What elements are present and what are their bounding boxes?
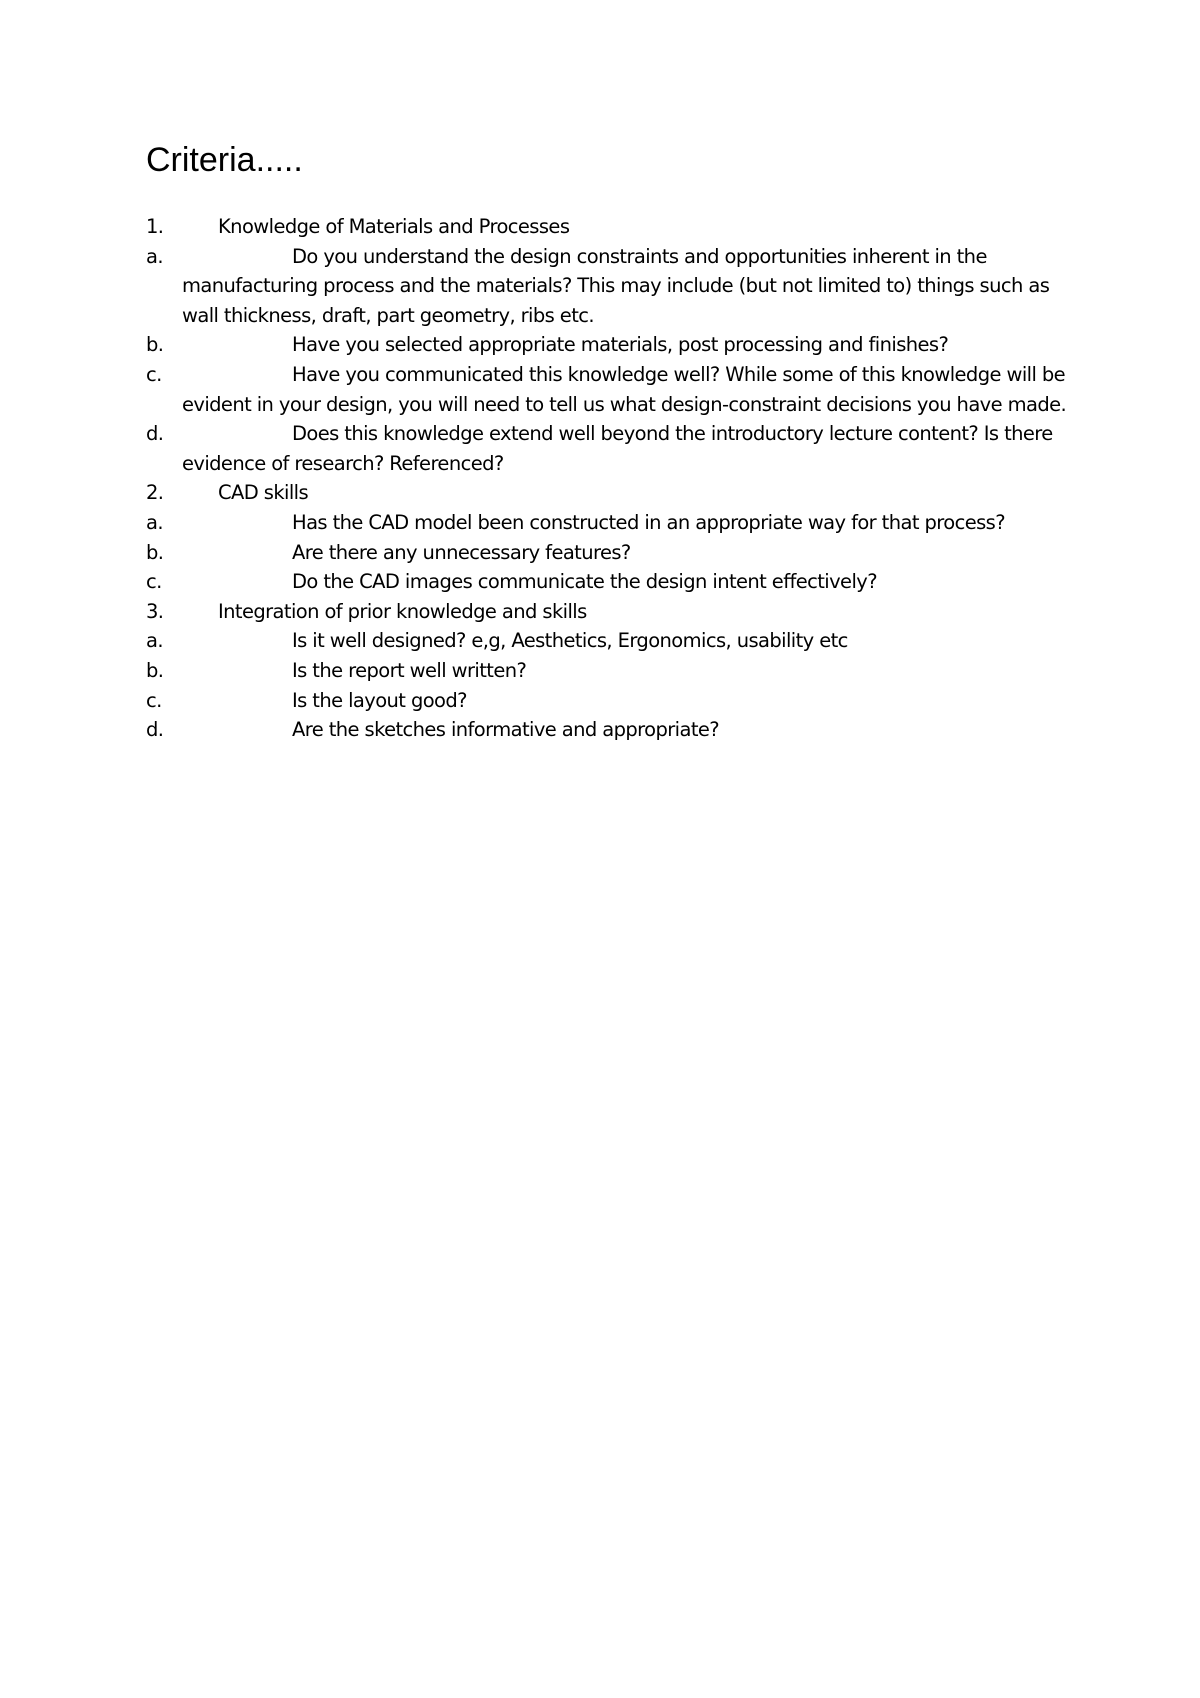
item-text: Is the report well written? — [292, 658, 527, 682]
page-title: Criteria..... — [146, 141, 303, 179]
item-letter: d. — [146, 422, 164, 446]
criterion-item — [146, 656, 1076, 686]
criterion-item — [146, 419, 1076, 478]
item-letter: b. — [146, 540, 164, 564]
criterion-item — [146, 626, 1076, 656]
criterion-item — [146, 330, 1076, 360]
section-heading — [146, 597, 1076, 627]
item-letter: c. — [146, 688, 162, 712]
item-text: Have you communicated this knowledge well? While some of this knowledge will be evident in your design, you will need to tell us what design-constraint decisions you have made. — [182, 362, 1067, 416]
item-letter: d. — [146, 718, 164, 742]
criterion-item — [146, 360, 1076, 419]
section-heading — [146, 478, 1076, 508]
item-letter: b. — [146, 658, 164, 682]
section-heading — [146, 212, 1076, 242]
section-number: 3. — [146, 599, 164, 623]
item-text: Do you understand the design constraints and opportunities inherent in the manufacturing process and the materials? This may include (but not limited to) things such as wall thickness, draft, part geometry, ribs etc. — [182, 244, 1050, 327]
item-text: Have you selected appropriate materials, post processing and finishes? — [292, 333, 949, 357]
item-text: Do the CAD images communicate the design intent effectively? — [292, 570, 877, 594]
criterion-item — [146, 242, 1076, 331]
item-text: Is it well designed? e,g, Aesthetics, Ergonomics, usability etc — [292, 629, 848, 653]
section-title: Knowledge of Materials and Processes — [218, 215, 570, 238]
criterion-item — [146, 508, 1076, 538]
item-text: Has the CAD model been constructed in an appropriate way for that process? — [292, 510, 1005, 534]
section-number: 1. — [146, 215, 164, 238]
item-letter: a. — [146, 629, 163, 653]
criteria-list — [146, 212, 1076, 745]
item-text: Is the layout good? — [292, 688, 467, 712]
item-letter: c. — [146, 362, 162, 386]
criterion-item — [146, 538, 1076, 568]
criterion-item — [146, 567, 1076, 597]
item-letter: b. — [146, 333, 164, 357]
item-letter: a. — [146, 244, 163, 268]
item-letter: a. — [146, 510, 163, 534]
section-number: 2. — [146, 481, 164, 505]
item-text: Are there any unnecessary features? — [292, 540, 631, 564]
section-title: Integration of prior knowledge and skills — [218, 599, 587, 623]
criterion-item — [146, 715, 1076, 745]
criterion-item — [146, 686, 1076, 716]
item-text: Are the sketches informative and appropriate? — [292, 718, 720, 742]
item-text: Does this knowledge extend well beyond the introductory lecture content? Is there evidence of research? Referenced? — [182, 422, 1053, 475]
section-title: CAD skills — [218, 481, 309, 505]
item-letter: c. — [146, 570, 162, 594]
